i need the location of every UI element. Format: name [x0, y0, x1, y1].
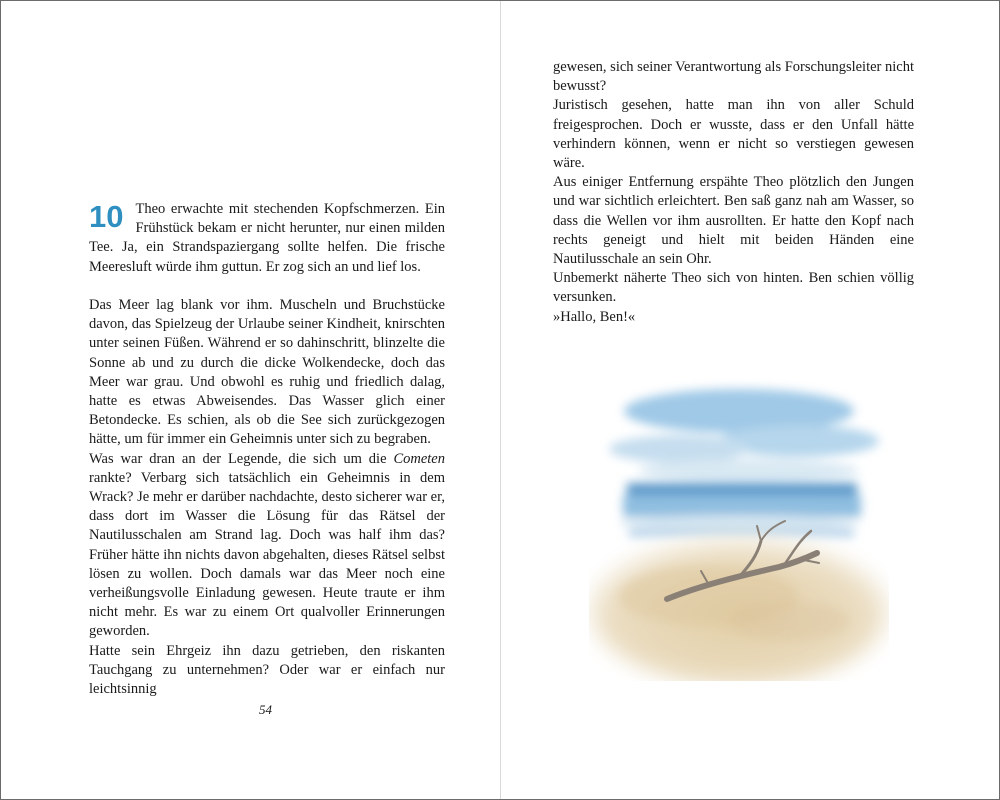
sea-water — [619, 483, 861, 537]
right-page-text — [553, 58, 914, 327]
page-number: 54 — [259, 702, 272, 717]
sky-clouds — [609, 389, 879, 483]
page-gutter — [500, 1, 501, 799]
beach-watercolor-illustration — [589, 371, 889, 681]
chapter-number: 10 — [89, 199, 124, 234]
paragraph-1: gewesen, sich seiner Verantwortung als Forschungsleiter nicht bewusst? — [553, 59, 914, 95]
paragraph-1: Theo erwachte mit stechenden Kopfschmerzen. Ein Frühstück bekam er nicht herunter, nur einen milden Tee. Ja, ein Strandspaziergang sollte helfen. Die frische Meeresluft würde ihm guttun. Er zog sich an und lief los. — [89, 201, 445, 275]
paragraph-4: Unbemerkt näherte Theo sich von hinten. Ben schien völlig versunken. — [553, 270, 914, 306]
paragraph-3-end: rankte? Verbarg sich tatsächlich ein Geheimnis in dem Wrack? Je mehr er darüber nachdachte, desto sicherer war er, dass dort im Wasser die Lösung für das Rätsel der Nautilusschalen am Strand lag. Doch was half ihm das? Früher hätte ihn nichts davon abgehalten, dieses Rätsel selbst lösen zu wollen. Doch damals war das Meer noch eine verheißungsvolle Einladung gewesen. Heute traute er ihm nicht mehr. Es war zu einem Ort qualvoller Erinnerungen geworden. — [89, 469, 445, 640]
paragraph-3: Aus einiger Entfernung erspähte Theo plötzlich den Jungen und war sichtlich erleichtert. Ben saß ganz nah am Wasser, so dass die Wellen vor ihm ausrollten. Er hatte den Kopf nach rechts geneigt und hielt mit beiden Händen eine Nautilusschale an sein Ohr. — [553, 174, 914, 268]
sand-beach — [589, 536, 889, 681]
paragraph-5: »Hallo, Ben!« — [553, 308, 636, 325]
paragraph-3-start: Was war dran an der Legende, die sich um die — [89, 450, 394, 467]
paragraph-4: Hatte sein Ehrgeiz ihn dazu getrieben, den riskanten Tauchgang zu unternehmen? Oder war er einfach nur leichtsinnig — [89, 642, 445, 698]
left-page-text — [89, 200, 445, 699]
paragraph-3 — [89, 450, 445, 642]
ship-name: Cometen — [393, 450, 445, 467]
paragraph-2: Juristisch gesehen, hatte man ihn von aller Schuld freigesprochen. Doch er wusste, dass er den Unfall hätte verhindern können, wenn er nicht so verstiegen gewesen wäre. — [553, 97, 914, 172]
paragraph-2: Das Meer lag blank vor ihm. Muscheln und Bruchstücke davon, das Spielzeug der Urlaube seiner Kindheit, knirschten unter seinen Füßen. Während er so dahinschritt, blinzelte die Sonne ab und zu durch die dicke Wolkendecke, doch das Meer war grau. Und obwohl es ruhig und friedlich dalag, hatte es etwas Abweisendes. Das Wasser glich einer Betondecke. Es schien, als ob die See sich zurückgezogen hätte, um für immer ein Geheimnis unter sich zu begraben. — [89, 297, 445, 448]
